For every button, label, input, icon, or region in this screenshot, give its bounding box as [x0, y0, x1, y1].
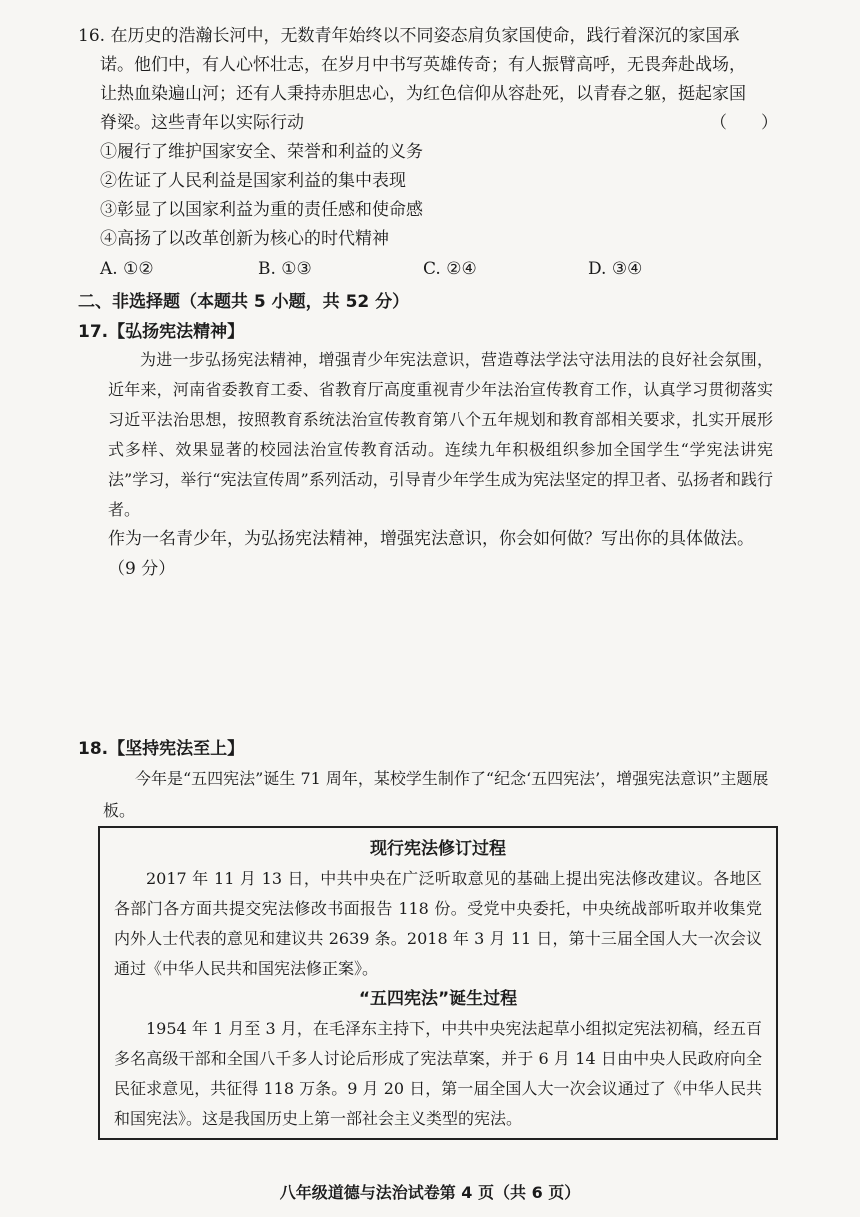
display-board [98, 826, 778, 1140]
q16-option-c: C. ②④ [423, 259, 477, 279]
q16-item: ④高扬了以改革创新为核心的时代精神 [100, 229, 389, 249]
answer-paren: （ ） [710, 113, 778, 133]
q16-item: ③彰显了以国家利益为重的责任感和使命感 [100, 200, 423, 220]
q18-intro-text: 今年是“五四宪法”诞生 71 周年，某校学生制作了“纪念‘五四宪法’，增强宪法意识”主题展板。 [103, 769, 769, 820]
page-footer: 八年级道德与法治试卷第 4 页（共 6 页） [279, 1183, 581, 1202]
q18-title: 18.【坚持宪法至上】 [78, 739, 245, 759]
q16-stem-text: 脊梁。这些青年以实际行动 [100, 113, 304, 133]
q16-option-d: D. ③④ [588, 259, 643, 279]
board-title-1: 现行宪法修订过程 [370, 839, 506, 859]
q16-item: ①履行了维护国家安全、荣誉和利益的义务 [100, 142, 423, 162]
q17-score: （9 分） [108, 559, 176, 579]
q16-stem-line: 让热血染遍山河；还有人秉持赤胆忠心，为红色信仰从容赴死，以青春之躯，挺起家国 [100, 84, 746, 104]
board-paragraph-1: 2017 年 11 月 13 日，中共中央在广泛听取意见的基础上提出宪法修改建议。各地区各部门各方面共提交宪法修改书面报告 118 份。受党中央委托，中央统战部听取并收集党内外人士代表的意见和建议共 2639 条。2018 年 3 月 11 日，第十三届全国人大一次会议通过《中华人民共和国宪法修正案》。 [114, 869, 762, 978]
q17-paragraph: 为进一步弘扬宪法精神，增强青少年宪法意识，营造尊法学法守法用法的良好社会氛围，近年来，河南省委教育工委、省教育厅高度重视青少年法治宣传教育工作，认真学习贯彻落实习近平法治思想，按照教育系统法治宣传教育第八个五年规划和教育部相关要求，扎实开展形式多样、效果显著的校园法治宣传教育活动。连续九年积极组织参加全国学生“学宪法讲宪法”学习，举行“宪法宣传周”系列活动，引导青少年学生成为宪法坚定的捍卫者、弘扬者和践行者。 [108, 350, 773, 519]
q16-stem-line: 诺。他们中，有人心怀壮志，在岁月中书写英雄传奇；有人振臂高呼，无畏奔赴战场， [100, 55, 746, 75]
q16-option-b: B. ①③ [258, 259, 312, 279]
q16-stem-line: 16. 在历史的浩瀚长河中，无数青年始终以不同姿态肩负家国使命，践行着深沉的家国承 [78, 26, 740, 46]
q16-stem-line [78, 109, 778, 138]
board-title-2: “五四宪法”诞生过程 [358, 989, 518, 1009]
q17-prompt [108, 524, 788, 584]
question-16 [78, 22, 778, 254]
q17-material [108, 345, 773, 525]
board-paragraph-2: 1954 年 1 月至 3 月，在毛泽东主持下，中共中央宪法起草小组拟定宪法初稿，经五百多名高级干部和全国八千多人讨论后形成了宪法草案，并于 6 月 14 日由中央人民政府向全民征求意见，共征得 118 万条。9 月 20 日，第一届全国人大一次会议通过了《中华人民共和国宪法》。这是我国历史上第一部社会主义类型的宪法。 [114, 1019, 762, 1128]
q16-item: ②佐证了人民利益是国家利益的集中表现 [100, 171, 406, 191]
q16-option-a: A. ①② [100, 259, 154, 279]
section-heading: 二、非选择题（本题共 5 小题，共 52 分） [78, 292, 410, 312]
q18-intro [103, 763, 783, 827]
q17-prompt-text: 作为一名青少年，为弘扬宪法精神，增强宪法意识，你会如何做？写出你的具体做法。 [108, 529, 754, 549]
q17-title: 17.【弘扬宪法精神】 [78, 322, 245, 342]
